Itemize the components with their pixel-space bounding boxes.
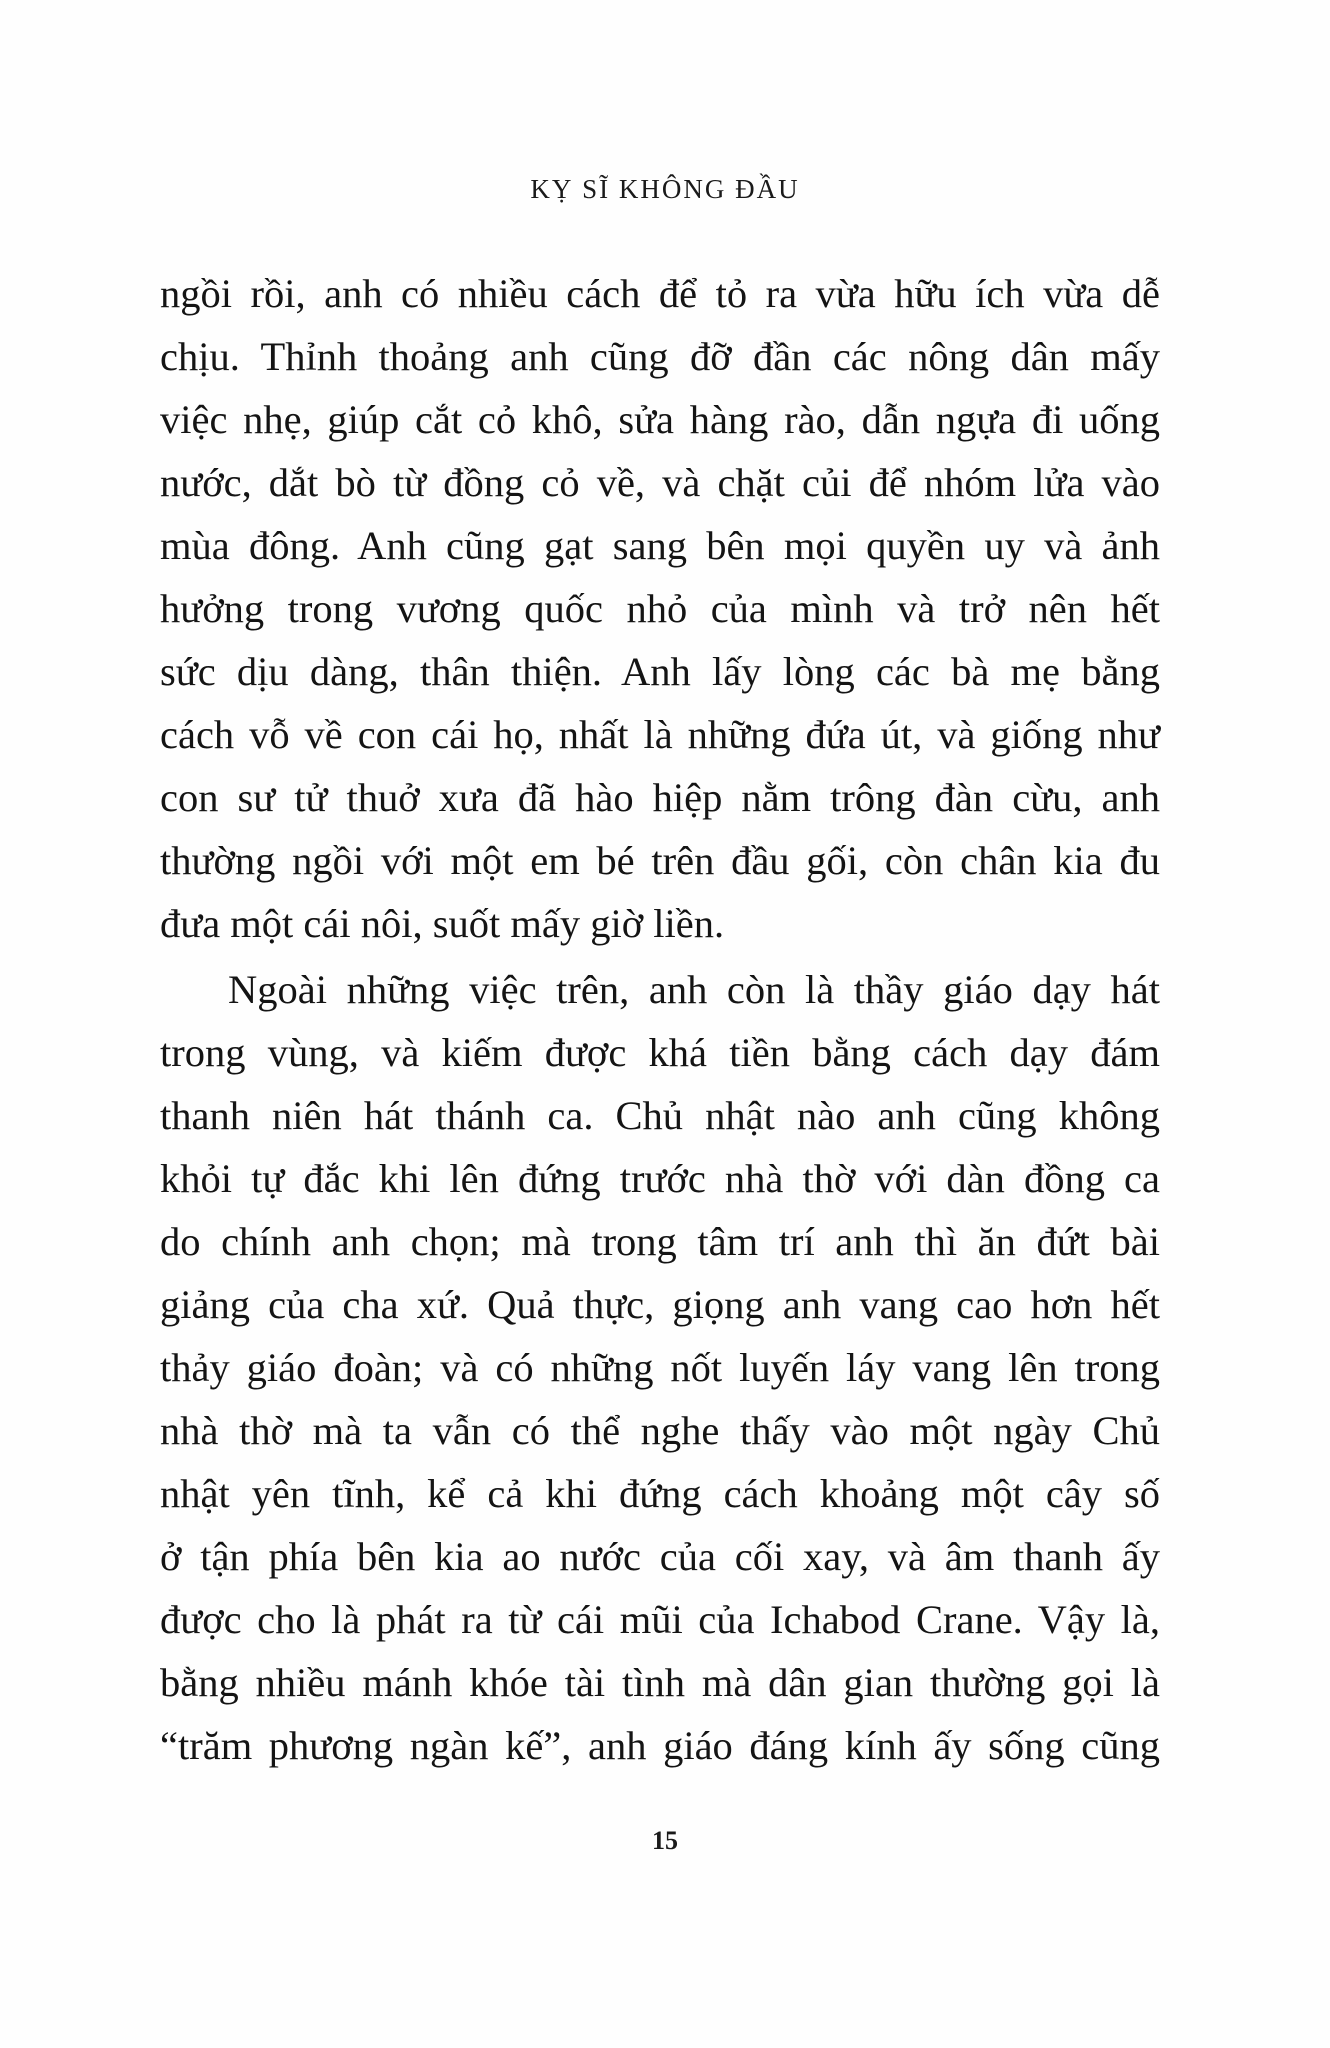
text-line: ngồi rồi, anh có nhiều cách để tỏ ra vừa hữu ích vừa dễ — [160, 271, 1160, 316]
running-header: KỴ SĨ KHÔNG ĐẦU — [530, 174, 800, 204]
text-line: nước, dắt bò từ đồng cỏ về, và chặt củi để nhóm lửa vào — [160, 460, 1160, 505]
text-line: mùa đông. Anh cũng gạt sang bên mọi quyền uy và ảnh — [160, 523, 1160, 568]
paragraph-2 — [160, 958, 1160, 1777]
text-line: sức dịu dàng, thân thiện. Anh lấy lòng các bà mẹ bằng — [160, 649, 1160, 694]
body-text — [160, 262, 1160, 1777]
text-line: đưa một cái nôi, suốt mấy giờ liền. — [160, 901, 725, 946]
text-line: Ngoài những việc trên, anh còn là thầy giáo dạy hát — [228, 967, 1160, 1012]
text-line: cách vỗ về con cái họ, nhất là những đứa út, và giống như — [160, 712, 1160, 757]
text-line: trong vùng, và kiếm được khá tiền bằng cách dạy đám — [160, 1030, 1160, 1075]
text-line: ở tận phía bên kia ao nước của cối xay, và âm thanh ấy — [160, 1534, 1160, 1579]
text-line: hưởng trong vương quốc nhỏ của mình và trở nên hết — [160, 586, 1160, 631]
text-line: thường ngồi với một em bé trên đầu gối, còn chân kia đu — [160, 838, 1160, 883]
page-number: 15 — [652, 1826, 678, 1855]
text-line: giảng của cha xứ. Quả thực, giọng anh vang cao hơn hết — [160, 1282, 1160, 1327]
text-line: thanh niên hát thánh ca. Chủ nhật nào anh cũng không — [160, 1093, 1160, 1138]
text-line: việc nhẹ, giúp cắt cỏ khô, sửa hàng rào, dẫn ngựa đi uống — [160, 397, 1160, 442]
text-line: con sư tử thuở xưa đã hào hiệp nằm trông đàn cừu, anh — [160, 775, 1160, 820]
text-line: được cho là phát ra từ cái mũi của Ichabod Crane. Vậy là, — [160, 1597, 1160, 1642]
text-line: thảy giáo đoàn; và có những nốt luyến láy vang lên trong — [160, 1345, 1160, 1390]
text-line: nhật yên tĩnh, kể cả khi đứng cách khoảng một cây số — [160, 1471, 1160, 1516]
text-line: chịu. Thỉnh thoảng anh cũng đỡ đần các nông dân mấy — [160, 334, 1160, 379]
paragraph-1 — [160, 262, 1160, 955]
text-line: do chính anh chọn; mà trong tâm trí anh thì ăn đứt bài — [160, 1219, 1160, 1264]
text-line: “trăm phương ngàn kế”, anh giáo đáng kính ấy sống cũng — [160, 1723, 1160, 1768]
text-line: bằng nhiều mánh khóe tài tình mà dân gian thường gọi là — [160, 1660, 1160, 1705]
text-line: khỏi tự đắc khi lên đứng trước nhà thờ với dàn đồng ca — [160, 1156, 1160, 1201]
text-line: nhà thờ mà ta vẫn có thể nghe thấy vào một ngày Chủ — [160, 1408, 1160, 1453]
